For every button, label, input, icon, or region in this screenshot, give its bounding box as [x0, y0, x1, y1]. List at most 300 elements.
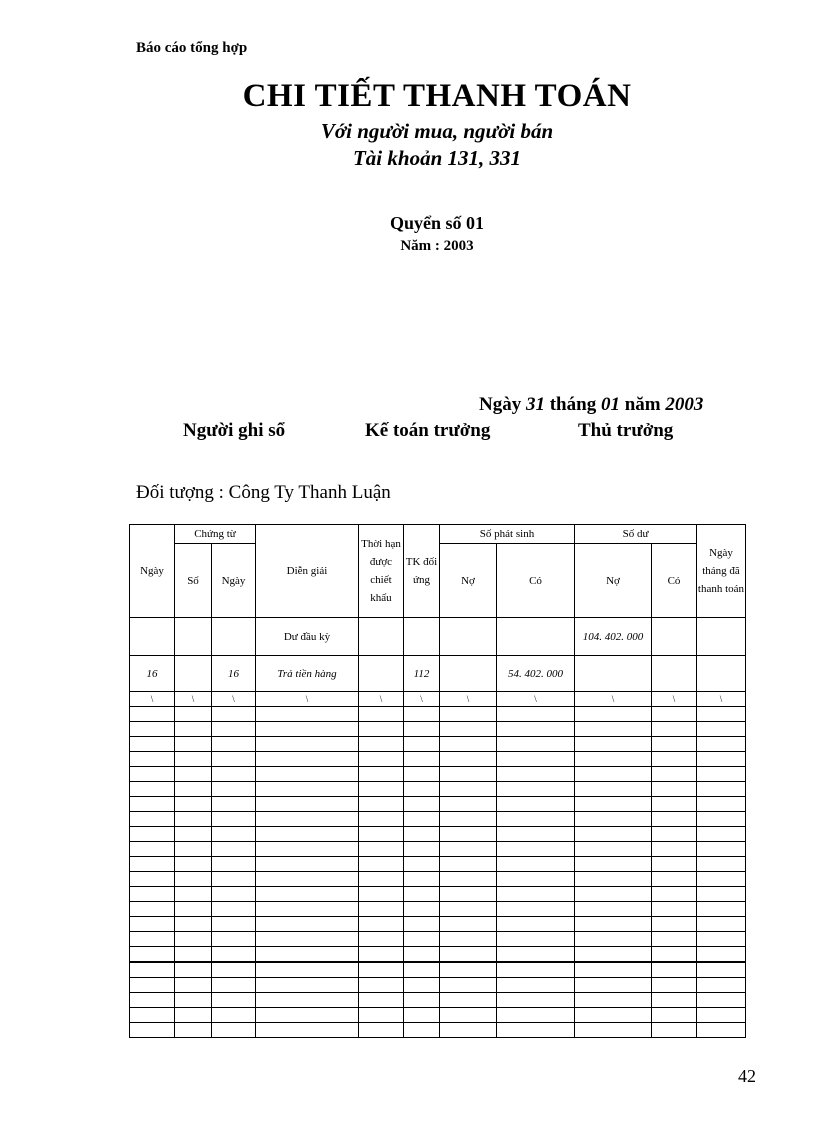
table-cell — [575, 993, 652, 1008]
table-row — [130, 782, 746, 797]
table-cell — [175, 872, 212, 887]
opening-description: Dư đầu kỳ — [256, 618, 359, 656]
table-cell — [440, 842, 497, 857]
table-cell — [256, 872, 359, 887]
table-row — [130, 707, 746, 722]
col-paid-date-header: Ngày tháng đã thanh toán — [697, 525, 746, 618]
table-cell — [440, 857, 497, 872]
table-cell — [652, 857, 697, 872]
table-cell — [256, 1008, 359, 1023]
table-cell — [652, 618, 697, 656]
table-cell — [359, 842, 404, 857]
column-marker: \ — [440, 692, 497, 707]
table-cell — [212, 978, 256, 993]
table-cell — [404, 812, 440, 827]
table-cell — [256, 902, 359, 917]
col-arising-header: Số phát sinh — [440, 525, 575, 544]
column-marker: \ — [212, 692, 256, 707]
table-cell — [212, 887, 256, 902]
table-cell — [404, 737, 440, 752]
table-cell — [256, 722, 359, 737]
table-row — [130, 1008, 746, 1023]
column-marker: \ — [575, 692, 652, 707]
table-cell — [575, 842, 652, 857]
table-cell — [130, 887, 175, 902]
table-cell — [497, 887, 575, 902]
table-cell — [256, 962, 359, 978]
table-cell — [175, 827, 212, 842]
col-description-header: Diễn giải — [256, 525, 359, 618]
table-cell — [440, 827, 497, 842]
table-cell — [212, 722, 256, 737]
table-cell — [652, 752, 697, 767]
table-cell — [130, 1008, 175, 1023]
table-cell — [697, 827, 746, 842]
table-cell — [256, 737, 359, 752]
counterparty-object: Đối tượng : Công Ty Thanh Luận — [136, 482, 391, 503]
table-cell — [440, 872, 497, 887]
table-cell — [404, 993, 440, 1008]
table-cell — [404, 872, 440, 887]
table-cell — [497, 618, 575, 656]
table-cell — [212, 707, 256, 722]
entry-balance-debit — [575, 656, 652, 692]
table-row — [130, 722, 746, 737]
entry-counter-account: 112 — [404, 656, 440, 692]
table-row — [130, 947, 746, 963]
entry-voucher-date: 16 — [212, 656, 256, 692]
table-cell — [256, 782, 359, 797]
table-cell — [175, 962, 212, 978]
table-cell — [497, 902, 575, 917]
table-cell — [256, 767, 359, 782]
table-cell — [130, 842, 175, 857]
table-cell — [697, 722, 746, 737]
table-cell — [130, 902, 175, 917]
table-cell — [440, 782, 497, 797]
table-cell — [256, 932, 359, 947]
table-cell — [212, 767, 256, 782]
table-cell — [256, 842, 359, 857]
table-cell — [652, 827, 697, 842]
table-cell — [256, 947, 359, 963]
table-cell — [404, 842, 440, 857]
column-marker: \ — [256, 692, 359, 707]
table-cell — [404, 827, 440, 842]
table-cell — [440, 812, 497, 827]
table-cell — [175, 797, 212, 812]
table-cell — [404, 752, 440, 767]
table-row — [130, 978, 746, 993]
table-cell — [359, 707, 404, 722]
table-cell — [697, 1023, 746, 1038]
date-prefix: Ngày — [479, 394, 522, 415]
table-cell — [212, 1023, 256, 1038]
table-cell — [440, 962, 497, 978]
table-cell — [652, 917, 697, 932]
entry-balance-credit — [652, 656, 697, 692]
table-cell — [175, 842, 212, 857]
table-cell — [575, 722, 652, 737]
table-cell — [440, 902, 497, 917]
table-cell — [575, 782, 652, 797]
table-cell — [652, 1023, 697, 1038]
table-cell — [130, 722, 175, 737]
column-marker-row — [130, 692, 746, 707]
table-cell — [212, 917, 256, 932]
entry-date: 16 — [130, 656, 175, 692]
table-cell — [175, 902, 212, 917]
table-cell — [404, 917, 440, 932]
table-cell — [256, 857, 359, 872]
table-cell — [697, 1008, 746, 1023]
table-cell — [130, 1023, 175, 1038]
table-cell — [404, 1008, 440, 1023]
table-cell — [130, 767, 175, 782]
table-cell — [497, 782, 575, 797]
table-row — [130, 767, 746, 782]
table-cell — [212, 812, 256, 827]
table-row — [130, 812, 746, 827]
entry-voucher-no — [175, 656, 212, 692]
table-cell — [497, 993, 575, 1008]
table-cell — [212, 947, 256, 963]
date-month-label: tháng — [549, 394, 597, 415]
signature-date — [479, 394, 703, 416]
report-year: Năm : 2003 — [400, 238, 474, 254]
blank-rows — [130, 707, 746, 1038]
table-cell — [497, 812, 575, 827]
table-row — [130, 827, 746, 842]
table-cell — [440, 707, 497, 722]
table-cell — [575, 872, 652, 887]
table-cell — [175, 618, 212, 656]
table-row — [130, 857, 746, 872]
table-cell — [575, 932, 652, 947]
table-cell — [130, 707, 175, 722]
payment-detail-table — [129, 524, 746, 1038]
table-cell — [575, 962, 652, 978]
table-cell — [497, 932, 575, 947]
table-cell — [652, 1008, 697, 1023]
table-cell — [575, 857, 652, 872]
table-cell — [652, 707, 697, 722]
date-day: 31 — [525, 394, 545, 415]
table-cell — [175, 887, 212, 902]
table-cell — [212, 827, 256, 842]
table-cell — [212, 872, 256, 887]
table-cell — [130, 872, 175, 887]
table-cell — [359, 932, 404, 947]
table-cell — [497, 752, 575, 767]
table-cell — [359, 827, 404, 842]
table-cell — [359, 917, 404, 932]
table-cell — [697, 872, 746, 887]
table-cell — [256, 752, 359, 767]
table-cell — [404, 767, 440, 782]
table-cell — [575, 737, 652, 752]
table-cell — [359, 767, 404, 782]
table-cell — [130, 993, 175, 1008]
table-cell — [697, 887, 746, 902]
table-cell — [130, 917, 175, 932]
table-row — [130, 962, 746, 978]
table-cell — [575, 707, 652, 722]
table-cell — [359, 887, 404, 902]
table-cell — [256, 1023, 359, 1038]
page-number: 42 — [738, 1066, 756, 1086]
table-row — [130, 842, 746, 857]
table-cell — [404, 797, 440, 812]
table-cell — [652, 782, 697, 797]
table-cell — [697, 618, 746, 656]
table-cell — [256, 812, 359, 827]
signature-recorder: Người ghi sổ — [183, 420, 286, 441]
table-cell — [212, 902, 256, 917]
table-cell — [575, 887, 652, 902]
col-date-header: Ngày — [130, 525, 175, 618]
column-marker: \ — [652, 692, 697, 707]
table-cell — [212, 618, 256, 656]
table-row — [130, 737, 746, 752]
table-cell — [497, 917, 575, 932]
table-cell — [130, 932, 175, 947]
table-cell — [575, 767, 652, 782]
table-cell — [212, 932, 256, 947]
table-cell — [212, 737, 256, 752]
table-cell — [440, 993, 497, 1008]
table-cell — [130, 797, 175, 812]
table-row — [130, 797, 746, 812]
table-cell — [359, 812, 404, 827]
col-voucher-date-header: Ngày — [212, 544, 256, 618]
table-cell — [652, 932, 697, 947]
table-cell — [575, 1023, 652, 1038]
table-cell — [652, 842, 697, 857]
table-cell — [404, 782, 440, 797]
table-cell — [497, 722, 575, 737]
table-cell — [697, 707, 746, 722]
col-arising-credit-header: Có — [497, 544, 575, 618]
table-cell — [697, 842, 746, 857]
table-cell — [404, 1023, 440, 1038]
table-cell — [212, 782, 256, 797]
table-cell — [359, 947, 404, 963]
table-cell — [175, 782, 212, 797]
signature-chief-accountant: Kế toán trưởng — [365, 420, 491, 441]
table-cell — [404, 932, 440, 947]
table-cell — [575, 1008, 652, 1023]
entry-description: Trả tiền hàng — [256, 656, 359, 692]
table-cell — [256, 917, 359, 932]
table-cell — [130, 978, 175, 993]
table-cell — [652, 812, 697, 827]
table-cell — [575, 902, 652, 917]
table-cell — [359, 857, 404, 872]
table-cell — [256, 887, 359, 902]
table-cell — [359, 797, 404, 812]
table-cell — [359, 978, 404, 993]
table-cell — [175, 752, 212, 767]
entry-arising-debit — [440, 656, 497, 692]
table-cell — [359, 737, 404, 752]
table-cell — [130, 737, 175, 752]
table-row — [130, 887, 746, 902]
table-cell — [212, 993, 256, 1008]
col-counter-account-header: TK đối ứng — [404, 525, 440, 618]
table-cell — [130, 947, 175, 963]
table-cell — [359, 962, 404, 978]
table-cell — [652, 947, 697, 963]
table-cell — [652, 722, 697, 737]
table-cell — [175, 767, 212, 782]
page-title: CHI TIẾT THANH TOÁN — [242, 78, 632, 114]
table-cell — [497, 767, 575, 782]
table-cell — [440, 618, 497, 656]
table-cell — [652, 797, 697, 812]
opening-balance-row — [130, 618, 746, 656]
table-cell — [212, 857, 256, 872]
table-cell — [175, 737, 212, 752]
table-cell — [697, 767, 746, 782]
table-row — [130, 917, 746, 932]
date-month: 01 — [600, 394, 620, 415]
table-cell — [497, 947, 575, 963]
table-cell — [652, 993, 697, 1008]
table-cell — [212, 842, 256, 857]
table-cell — [440, 932, 497, 947]
entry-arising-credit: 54. 402. 000 — [497, 656, 575, 692]
col-discount-term-header: Thời hạn được chiết khấu — [359, 525, 404, 618]
table-cell — [404, 722, 440, 737]
table-cell — [575, 827, 652, 842]
table-cell — [575, 752, 652, 767]
table-cell — [697, 902, 746, 917]
date-year: 2003 — [665, 394, 704, 415]
table-cell — [130, 827, 175, 842]
column-marker: \ — [359, 692, 404, 707]
table-cell — [497, 1023, 575, 1038]
table-row — [130, 993, 746, 1008]
signature-director: Thủ trưởng — [578, 420, 674, 441]
book-number: Quyển số 01 — [389, 213, 485, 233]
col-voucher-header: Chứng từ — [175, 525, 256, 544]
table-cell — [440, 947, 497, 963]
table-cell — [256, 978, 359, 993]
table-cell — [697, 737, 746, 752]
date-year-label: năm — [624, 394, 661, 415]
table-cell — [175, 857, 212, 872]
table-cell — [440, 1023, 497, 1038]
table-cell — [697, 932, 746, 947]
table-cell — [359, 618, 404, 656]
table-cell — [440, 737, 497, 752]
table-cell — [697, 752, 746, 767]
table-cell — [404, 887, 440, 902]
table-cell — [440, 722, 497, 737]
table-cell — [575, 947, 652, 963]
table-cell — [497, 842, 575, 857]
table-cell — [175, 812, 212, 827]
table-cell — [497, 962, 575, 978]
table-row — [130, 872, 746, 887]
table-cell — [652, 978, 697, 993]
table-cell — [440, 1008, 497, 1023]
table-cell — [440, 887, 497, 902]
table-cell — [404, 857, 440, 872]
table-row — [130, 1023, 746, 1038]
table-cell — [404, 947, 440, 963]
table-cell — [212, 1008, 256, 1023]
table-cell — [175, 932, 212, 947]
table-cell — [175, 722, 212, 737]
table-cell — [652, 872, 697, 887]
table-cell — [497, 978, 575, 993]
report-type-label: Báo cáo tổng hợp — [136, 40, 248, 56]
col-voucher-no-header: Số — [175, 544, 212, 618]
table-cell — [212, 752, 256, 767]
table-cell — [652, 902, 697, 917]
table-cell — [652, 737, 697, 752]
table-cell — [652, 962, 697, 978]
table-cell — [130, 782, 175, 797]
table-cell — [697, 978, 746, 993]
table-cell — [256, 993, 359, 1008]
table-cell — [440, 978, 497, 993]
table-cell — [256, 827, 359, 842]
table-cell — [359, 872, 404, 887]
column-marker: \ — [697, 692, 746, 707]
table-cell — [359, 722, 404, 737]
table-cell — [575, 812, 652, 827]
table-cell — [130, 812, 175, 827]
subtitle-counterparty: Với người mua, người bán — [320, 119, 554, 143]
table-cell — [175, 1023, 212, 1038]
table-cell — [212, 797, 256, 812]
table-cell — [497, 827, 575, 842]
table-cell — [697, 857, 746, 872]
table-cell — [497, 737, 575, 752]
table-cell — [359, 1008, 404, 1023]
table-cell — [697, 993, 746, 1008]
table-cell — [440, 767, 497, 782]
table-cell — [575, 797, 652, 812]
table-cell — [440, 797, 497, 812]
table-cell — [130, 752, 175, 767]
table-cell — [497, 797, 575, 812]
table-cell — [175, 707, 212, 722]
table-cell — [697, 812, 746, 827]
table-cell — [497, 857, 575, 872]
table-cell — [697, 962, 746, 978]
table-cell — [697, 917, 746, 932]
table-cell — [404, 618, 440, 656]
table-cell — [697, 782, 746, 797]
table-cell — [440, 917, 497, 932]
table-cell — [256, 707, 359, 722]
table-cell — [130, 618, 175, 656]
table-cell — [175, 978, 212, 993]
table-cell — [497, 707, 575, 722]
column-marker: \ — [175, 692, 212, 707]
table-cell — [404, 902, 440, 917]
table-cell — [175, 917, 212, 932]
column-marker: \ — [404, 692, 440, 707]
table-row — [130, 656, 746, 692]
col-balance-credit-header: Có — [652, 544, 697, 618]
table-cell — [359, 902, 404, 917]
table-cell — [497, 1008, 575, 1023]
